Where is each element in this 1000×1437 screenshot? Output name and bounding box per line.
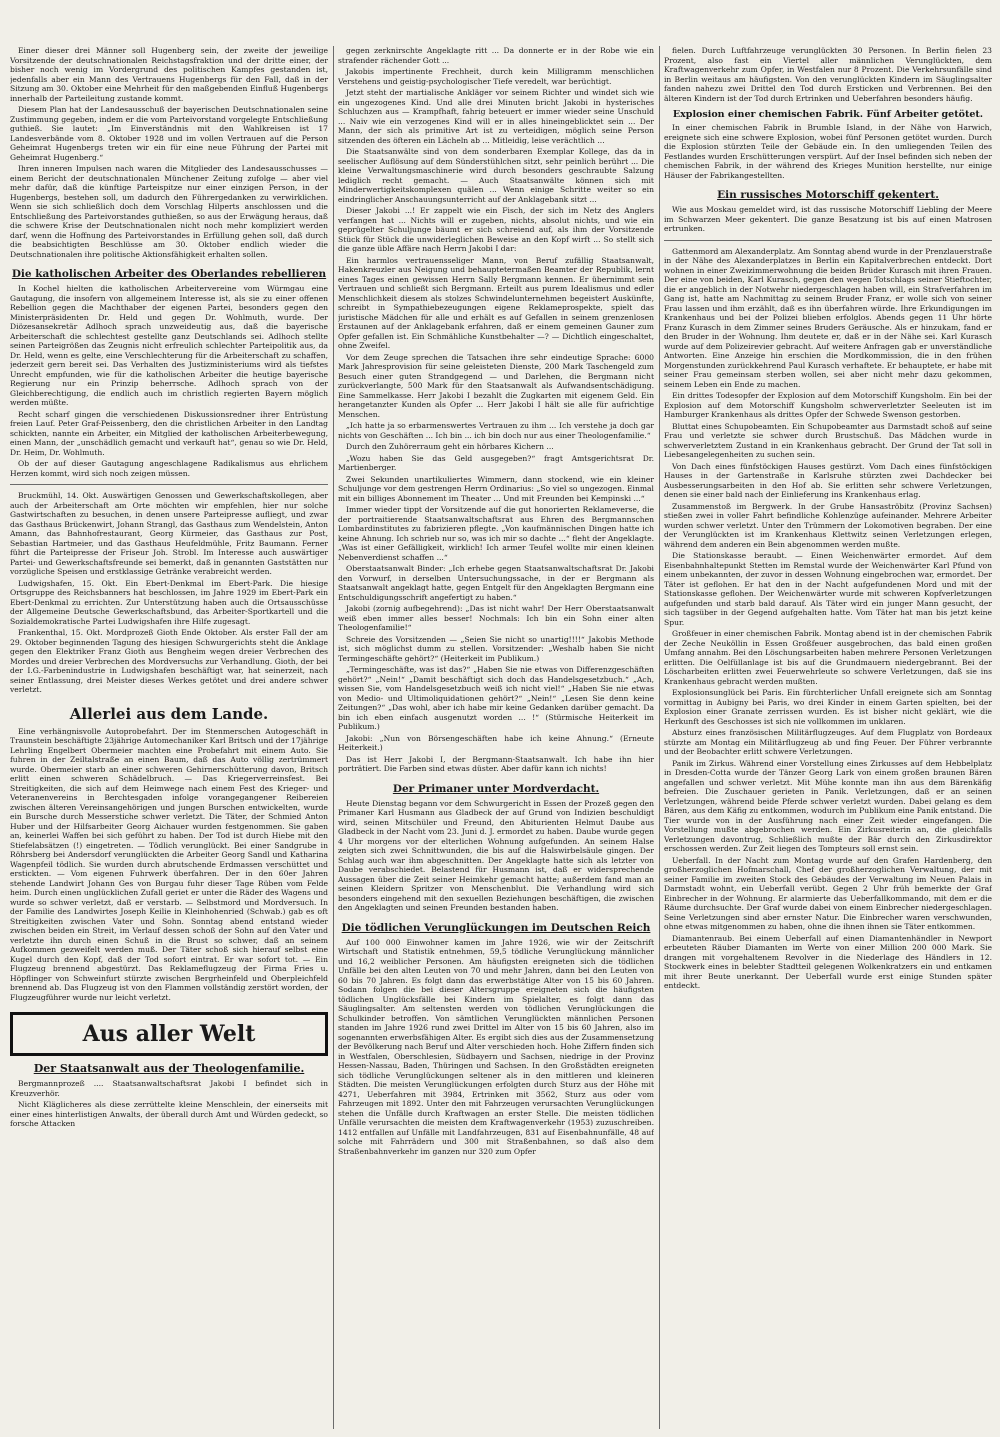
article-paragraph: Vor dem Zeuge sprechen die Tatsachen ihre sehr eindeutige Sprache: 6000 Mark Jahresprovision für seine geleisteten Dienste, 200 Mark Taschengeld zum Besuch einer guten Strandgegend — und Darlehen, die Bergmann nicht zurückverlangte, 500 Mark für den Staatsanwalt als Aufwandsentschädigung. Eine Sammelkasse. Herr Jakobi I bezahlt die Zugkarten mit eigenem Geld. Ein herangetanzter Kunden als Opfer ... Herr Jakobi I hält sie alle für aufrichtige Menschen.: [338, 352, 654, 419]
article-paragraph: Jetzt steht der martialische Ankläger vor seinem Richter und windet sich wie ein ungezogenes Kind. Und alle drei Minuten bricht Jakobi in hysterisches Schluchzen aus — Krampfhaft, fahrig beteuert er immer wieder seine Unschuld ... Naiv wie ein verzogenes Kind will er in alles hineingeblicktet sein ... Der Mann, der sich als primitive Art ist zu verteidigen, möglich seine Person sitzenden des öfteren ein Lächeln ab ... Mitleidig, leise verächtlich ...: [338, 88, 654, 145]
column-rule: [333, 46, 334, 1429]
article-paragraph: Recht scharf gingen die verschiedenen Diskussionsredner ihrer Entrüstung freien Lauf. Peter Graf-Peissenberg, den die christlichen Arbeiter in den Landtag schickten, nannte ein Arbeiter, ein Mitglied der katholischen Arbeiterbewegung, einen Mann, der „unschädlich gemacht und verkauft hat“, genau so wie Dr. Held, Dr. Heim, Dr. Wohlmuth.: [10, 409, 328, 457]
article-paragraph: Frankenthal, 15. Okt. Mordprozeß Gioth Ende Oktober. Als erster Fall der am 29. Oktober beginnenden Tagung des hiesigen Schwurgerichts steht die Anklage gegen den Elektriker Franz Gioth aus Bengheim wegen dreier Verbrechen des Mordes und dreier Verbrechen des Mordversuchs zur Verhandlung. Gioth, der bei der I.G.-Farbenindustrie in Ludwigshafen beschäftigt war, hat seinerzeit, nach seiner Entlassung, drei Meister dieses Werkes getötet und drei andere schwer verletzt.: [10, 628, 328, 694]
article-paragraph: Explosionsunglück bei Paris. Ein fürchterlicher Unfall ereignete sich am Sonntag vormittag in Aubigny bei Paris, wo drei Kinder in einem Garten spielten, bei der Explosion einer Granate zerrissen wurden. Es ist bisher nicht geklärt, wie die Herkunft des Geschosses ist sich nie vollkommen im unklaren.: [664, 688, 992, 726]
headline-motorschiff: Ein russisches Motorschiff gekentert.: [717, 189, 939, 201]
article-paragraph: Ueberfall. In der Nacht zum Montag wurde auf den Grafen Hardenberg, den großherzoglichen Hofmarschall, Chef der großherzoglichen Verwaltung, der mit seiner Familie im zweiten Stock des Gebäudes der Verwaltung im Neuen Palais in Darmstadt wohnt, ein Ueberfall verübt. Gegen 2 Uhr früh bemerkte der Graf Einbrecher in der Wohnung. Er alarmierte das Ueberfallkommando, mit dem er die Räume durchsuchte. Der Graf wurde dabei von einem Einbrecher niedergeschlagen. Seine Verletzungen sind aber ernster Natur. Die Einbrecher waren verschwunden, ohne etwas mitgenommen zu haben, ohne die ihnen ihnen sie Täter entkommen.: [664, 855, 992, 931]
section-box-aus-aller-welt: Aus aller Welt: [10, 1012, 328, 1056]
article-paragraph: Die Stationskasse beraubt. — Einen Weichenwärter ermordet. Auf dem Eisenbahnhaltepunkt Stetten im Remstal wurde der Weichenwärter Karl Pfund von einem unbekannten, der zuvor in dessen Wohnung eingebrochen war, ermordet. Der Täter ist geflohen. Er hat den in der Nacht aufgefundenen Mord und mit der Stationskasse geflohen. Der Weichenwärter wurde mit schweren Kopfverletzungen aufgefunden und starb bald darauf. Als Täter wird ein junger Mann gesucht, der sich tagsüber in der Gegend aufgehalten hatte. Vom Täter hat man bis jetzt keine Spur.: [664, 551, 992, 627]
headline-allerlei: Allerlei aus dem Lande.: [69, 704, 269, 723]
headline-katholische-arbeiter: Die katholischen Arbeiter des Oberlandes rebellieren: [11, 268, 327, 280]
article-paragraph: Oberstaatsanwalt Binder: „Ich erhebe gegen Staatsanwaltschaftsrat Dr. Jakobi den Vorwurf, in derselben Untersuchungssache, in der er Bergmann als Staatsanwalt angeklagt hatte, gegen Entgelt für den Angeklagten Bergmann eine Entschuldigungsschrift angefertigt zu haben.“: [338, 564, 654, 602]
article-paragraph: Panik im Zirkus. Während einer Vorstellung eines Zirkusses auf dem Hebbelplatz in Dresden-Cotta wurde der Tänzer Georg Lark von einem großen braunen Bären angefallen und schwer verletzt. Mit Mühe konnte man ihn aus dem Bärenkäfig befreien. Die Zuschauer gerieten in Panik. Verletzungen, daß er an seinen Verletzungen, während beide Pferde schwer verletzt wurden. Dabei gelang es dem Bären, aus dem Käfig zu entkommen, wodurch im Publikum eine Panik entstand. Die Tier wurde von in der Ausführung nach einer Zeit wieder eingefangen. Die Vorstellung mußte abgebrochen werden. Ein Zirkusreiterin an, die gleichfalls Verletzungen davontrug, Schließlich mußte der Bär durch den Zirkusdirektor erschossen werden. Zur Zeit liegen des Tompteurs soll ernst sein.: [664, 758, 992, 853]
article-paragraph: Ob der auf dieser Gautagung angeschlagene Radikalismus aus ehrlichem Herzen kommt, wird sich noch zeigen müssen.: [10, 459, 328, 478]
divider: [664, 240, 992, 241]
article-paragraph: fielen. Durch Luftfahrzeuge verunglückten 30 Personen. In Berlin fielen 23 Prozent, also fast ein Viertel aller männlichen Verunglückten, dem Kraftwagenverkehr zum Opfer, in Westfalen nur 8 Prozent. Die Verkehrsunfälle sind in Berlin weitaus am häufigsten. Von den verunglückten Kindern im Säuglingsalter fanden nahezu zwei Drittel den Tod durch Ersticken und Verbrennen. Bei den älteren Kindern ist der Tod durch Ertrinken und Ueberfahren besonders häufig.: [664, 46, 992, 103]
article-paragraph: „Wozu haben Sie das Geld ausgegeben?“ fragt Amtsgerichtsrat Dr. Martienberger.: [338, 453, 654, 472]
article-paragraph: Schreie des Vorsitzenden — „Seien Sie nicht so unartig!!!!“ Jakobis Methode ist, sich möglichst dumm zu stellen. Vorsitzender: „Weshalb haben Sie nicht Termingeschäfte gehört?“ (Heiterkeit im Publikum.): [338, 634, 654, 663]
divider: [10, 484, 328, 485]
article-paragraph: gegen zerknirschte Angeklagte ritt ... Da donnerte er in der Robe wie ein strafender rächender Gott ...: [338, 46, 654, 65]
article-paragraph: Zusammenstoß im Bergwerk. In der Grube Hansaströbitz (Provinz Sachsen) stießen zwei in voller Fahrt befindliche Kohlenzüge aufeinander. Mehrere Arbeiter wurden schwer verletzt. Unter den Trümmern der Lokomotiven begraben. Der eine der Verunglückten ist im Krankenhaus Klettwitz seinen Verletzungen erlegen, während dem anderen ein Bein abgenommen werden mußte.: [664, 501, 992, 549]
article-paragraph: Jakobi (zornig aufbegehrend): „Das ist nicht wahr! Der Herr Oberstaatsanwalt weiß eben immer alles besser! Nochmals: Ich bin ein Sohn einer alten Theologenfamilie!“: [338, 604, 654, 632]
column-rule: [659, 46, 660, 1429]
article-paragraph: Ludwigshafen, 15. Okt. Ein Ebert-Denkmal im Ebert-Park. Die hiesige Ortsgruppe des Reichsbanners hat beschlossen, im Jahre 1929 im Ebert-Park ein Ebert-Denkmal zu errichten. Zur Unterstützung haben auch die Ortsausschüsse der Allgemeine Deutsche Gewerkschaftsbund, das Arbeiter-Sportkartell und die Sozialdemokratische Partei Ludwigshafen ihre Hilfe zugesagt.: [10, 578, 328, 626]
column-3: [664, 46, 992, 1429]
column-1: [10, 46, 328, 1429]
article-paragraph: Ein drittes Todesopfer der Explosion auf dem Motorschiff Kungsholm. Ein bei der Explosion auf dem Motorschiff Kungsholm schwerverletzter Seeleuten ist im Hamburger Krankenhaus als drittes Opfer der Schwede Swenson gestorben.: [664, 391, 992, 419]
article-paragraph: Bruckmühl, 14. Okt. Auswärtigen Genossen und Gewerkschaftskollegen, aber auch der Arbeiterschaft am Orte möchten wir empfehlen, hier nur solche Gastwirtschaften zu besuchen, in denen unsere Parteipresse aufliegt, und zwar das Gasthaus Brückenwirt, Johann Strangl, das Gasthaus zum Wendelstein, Anton Amann, das Bahnhofrestaurant, Georg Kürmeier, das Gasthaus zur Post, Sebastian Hartmeier, und das Gasthaus Heufeldmühle, Fritz Baumann. Ferner führt die Parteipresse der Friseur Joh. Strobl. Im Interesse auch auswärtiger Partei- und Gewerkschaftsfreunde sei bemerkt, daß in genannten Gaststätten nur vorzügliche Speisen und erstklassige Getränke verabreicht werden.: [10, 491, 328, 576]
article-paragraph: Diamantenraub. Bei einem Ueberfall auf einen Diamantenhändler in Newport erbeuteten Räuber Diamanten im Werte von einer Million 200 000 Mark. Sie drangen mit vorgehaltenem Revolver in die Niederlage des Händlers in 12. Stockwerk eines in belebter Stadtteil gelegenen Wolkenkratzers ein und entkamen mit ihrer Beute unerkannt. Der Ueberfall wurde erst einige Stunden später entdeckt.: [664, 933, 992, 990]
article-paragraph: Nicht Kläglicheres als diese zerrüttelte kleine Menschlein, der einerseits mit einer eines hinterlistigen Anwalts, der überall durch Amt und Würden gedeckt, so forsche Attacken: [10, 1100, 328, 1128]
headline-explosion: Explosion einer chemischen Fabrik. Fünf Arbeiter getötet.: [672, 109, 984, 120]
article-paragraph: In einer chemischen Fabrik in Brumble Island, in der Nähe von Harwich, ereignete sich eine schwere Explosion, wobei fünf Personen getötet wurden. Durch die Explosion stürzten Teile der Gebäude ein. In den umliegenden Teilen des Festlandes wurden Erschütterungen verspürt. Auf der Insel befinden sich neben der chemischen Fabrik, in der während des Krieges Munition herstellte, nur einige Häuser der Fabrikangestellten.: [664, 123, 992, 180]
article-paragraph: Zwei Sekunden unartikuliertes Wimmern, dann stockend, wie ein kleiner Schuljunge vor dem gestrengen Herrn Ordinarius: „So viel so ungezogen. Einmal mit ein billiges Abonnement im Theater ... Und mit Freunden bei Kempinski ...“: [338, 474, 654, 503]
column-2: [338, 46, 654, 1429]
article-paragraph: Gattenmord am Alexanderplatz. Am Sonntag abend wurde in der Prenzlauerstraße in der Nähe des Alexanderplatzes in Berlin ein Kapitalverbrechen entdeckt. Dort wohnen in einer Zweizimmerwohnung die beiden Brüder Kurasch mit ihren Frauen. Der eine von beiden, Karl Kurasch, gegen den wegen Totschlags seiner Stieftochter, die er angeblich in der Notwehr niedergeschlagen haben will, ein Strafverfahren im Gang ist, hatte am Nachmittag zu seinem Bruder Franz, er wolle sich von seiner Frau lassen und ihm erzählt, daß es ihn überfahren würde. Ihre Erkundigungen im Krankenhaus und bei der Polizei blieben erfolglos. Abends gegen 11 Uhr hörte Franz Kurasch in dem Zimmer seines Bruders Geräusche. Als er hinzukam, fand er den Bruder in der Wohnung. Ihm deutete er, daß er in der Nähe sei. Karl Kurasch wurde auf dem Polizeirevier gebracht. Auf weitere Anfragen gab er unverständliche Antworten. Eine Anzeige hin erschien die Mordkommission, die in den frühen Morgenstunden zurückkehrend Paul Kurasch verhaftete. Er behauptete, er habe mit seiner Frau gemeinsam sterben wollen, sei aber nicht mehr dazu gekommen, seinem Leben ein Ende zu machen.: [664, 246, 992, 389]
article-paragraph: Wie aus Moskau gemeldet wird, ist das russische Motorschiff Liebling der Meere im Schwarzen Meer gekentert. Die ganze Besatzung ist bis auf einen Matrosen ertrunken.: [664, 205, 992, 233]
article-paragraph: Absturz eines französischen Militärflugzeuges. Auf dem Flugplatz von Bordeaux stürzte am Montag ein Militärflugzeug ab und fing Feuer. Der Führer verbrannte und der Beobachter erlitt schwere Verletzungen.: [664, 728, 992, 756]
article-paragraph: Immer wieder tippt der Vorsitzende auf die gut honorierten Reklameverse, die der portraitierende Staatsanwaltschaftsrat aus Ehren des Bergmannschen Lombardinstitutes zu fabrizieren pflegte. „Von kaufmännischen Dingen hatte ich keine Ahnung. Ich schrieb nur so, was ich mir so dachte ...“ fleht der Angeklagte. „Was ist einer Gefälligkeit, wirklich! Ich armer Teufel wollte mir einen kleinen Nebenverdienst schaffen ...“: [338, 505, 654, 562]
article-paragraph: Heute Dienstag begann vor dem Schwurgericht in Essen der Prozeß gegen den Primaner Karl Husmann aus Gladbeck der auf Grund von Indizien beschuldigt wird, seinen Mitschüler und Freund, den Abiturienten Helmut Daube aus Gladbeck in der Nacht vom 23. Juni d. J. ermordet zu haben. Daube wurde gegen 4 Uhr morgens vor der elterlichen Wohnung aufgefunden. An seinem Halse zeigten sich zwei Schnittwunden, die bis auf die Halswirbelsäule gingen. Der Schlag auch war ihm abgeschnitten. Der Angeklagte hatte sich als letzter von Daube verabschiedet. Belastend für Husmann ist, daß er widersprechende Aussagen über die Zeit seiner Heimkehr gemacht hatte; außerdem fand man an seinen Kleidern Spritzer von Menschenblut. Die Verhandlung wird sich besonders eingehend mit den sexuellen Beziehungen beschäftigen, die zwischen den Angeklagten und seinen Freunden bestanden haben.: [338, 798, 654, 912]
article-paragraph: Jakobi: „Nun von Börsengeschäften habe ich keine Ahnung.“ (Erneute Heiterkeit.): [338, 733, 654, 752]
article-paragraph: Großfeuer in einer chemischen Fabrik. Montag abend ist in der chemischen Fabrik der Zeche Neuköllin in Essen Großfeuer ausgebrochen, das bald einen großen Umfang annahm. Bei den Löschungsarbeiten haben mehrere Personen Verletzungen erlitten. Die Oelfüllanlage ist bis auf die Grundmauern niedergebrannt. Bei der Löscharbeiten erlitten zwei Feuerwehrleute so schwere Verletzungen, daß sie ins Krankenhaus gebracht werden mußten.: [664, 629, 992, 686]
article-paragraph: Bluttat eines Schupobeamten. Ein Schupobeamter aus Darmstadt schoß auf seine Frau und verletzte sie schwer durch Brustschuß. Das Mädchen wurde in schwerverletztem Zustand in ein Krankenhaus gebracht. Der Grund der Tat soll in Liebesangelegenheiten zu suchen sein.: [664, 421, 992, 459]
article-paragraph: „Ich hatte ja so erbarmenswertes Vertrauen zu ihm ... Ich verstehe ja doch gar nichts von Geschäften ... Ich bin ... ich bin doch nur aus einer Theologenfamilie.“: [338, 421, 654, 440]
article-paragraph: Diesem Plan hat der Landesausschuß der bayerischen Deutschnationalen seine Zustimmung gegeben, indem er die vom Parteivorstand vorgelegte Entschließung guthieß. Sie lautet: „Im Einverständnis mit den Wahlkreisen ist 17 Landesverbände vom 8. Oktober 1928 und im vollen Vertrauen auf die Person Geheimrat Hugenbergs treten wir ein für eine neue Führung der Partei mit Geheimrat Hugenberg.“: [10, 105, 328, 162]
article-paragraph: In Kochel hielten die katholischen Arbeitervereine vom Würmgau eine Gautagung, die insofern von allgemeinem Interesse ist, als sie zu einer offenen Rebellion gegen die Machthaber der eigenen Partei, besonders gegen den Ministerpräsidenten Dr. Held und gegen Dr. Wohlmuth, wurde. Der Diözesansekretär Adlhoch sprach unzweideutig aus, daß die bayerische Arbeiterschaft die schlechtest gestellte ganz Deutschlands sei. Adlhoch stellte seinen Parteigrößen das Zeugnis nicht erfreulich schlechter Parteipolitik aus, da Dr. Held, wenn es gelte, eine Verschlechterung für die Arbeiterschaft zu schaffen, jederzeit gern bereit sei. Das Verhalten des Justizministeriums wird als tiefstes Unrecht empfunden, wie für die katholischen Arbeiter die heutige bayerische Regierung nur ein Prinzip beherrsche. Adlhoch sprach von der Gleichberechtigung, die endlich auch im christlich regierten Bayern möglich werden müßte.: [10, 284, 328, 407]
article-paragraph: Jakobis impertinente Frechheit, durch kein Milligramm menschlichen Verstehens und geistig-psychologischer Tiefe veredelt, war berüchtigt.: [338, 67, 654, 86]
article-paragraph: Das ist Herr Jakobi I, der Bergmann-Staatsanwalt. Ich habe ihn hier porträtiert. Die Farben sind etwas düster. Aber dafür kann ich nichts!: [338, 754, 654, 773]
headline-staatsanwalt: Der Staatsanwalt aus der Theologenfamilie.: [33, 1062, 305, 1075]
article-paragraph: Ein harmlos vertrauensseliger Mann, von Beruf zufällig Staatsanwalt, Hakenkreuzler aus Neigung und behauptetermaßen Beamter der Republik, lernt eines Tages einen gewissen Herrn Sally Bergmann kennen. Er übernimmt sein Vertrauen und schließt sich Bergmann. Erteilt aus purem Idealismus und edler Menschlichkeit diesem als stolzes Schwindelunternehmen begeistert Auskünfte, schreibt in Sympathiebezeugungen eigene Reklameprospekte, spielt das juristische Mädchen für alle und erhält es auf Gefallen in seinem grenzenlosen Erstaunen auf der Anklagebank erfahren, daß er einem gemeinen Gauner zum Opfer gefallen ist. Ein Schmähliche Kunstbehalter —? — Dichtlich eingeschaltet, ohne Zweifel.: [338, 255, 654, 350]
article-paragraph: Durch den Zuhörerraum geht ein hörbares Kichern ...: [346, 442, 554, 451]
article-paragraph: Eine verhängnisvolle Autoprobefahrt. Der im Stenmerschen Autogeschäft in Traunstein beschäftigte 23jährige Automechaniker Karl Britsch und der 17jährige Lehrling Engelbert Obermeier machten eine Probefahrt mit einem Auto. Sie fuhren in der Zeiltalstraße an einen Baum, daß das Auto völlig zertrümmert wurde. Obermeier starb an einer schweren Gehirnerschütterung davon, Britsch erlitt einen schweren Schädelbruch. — Das Kriegerverreinsfest. Bei Streitigkeiten, die sich auf dem Heimwege nach einem Fest des Krieger- und Veteranenvereins in Berchtesgaden infolge vorangegangener Reibereien zwischen älteren Vereinsangehörigen und jungen Burschen entwickelten, wurde ein Bursche durch Messerstiche schwer verletzt. Die Täter, der Schmied Anton Huber und der Hilfsarbeiter Georg Aichauer wurden festgenommen. Sie gaben an, keinerlei Waffen bei sich geführt zu haben. Der Tod ist durch Hiebe mit den Stiefelabsätzen (!) eingetreten. — Tödlich verunglückt. Bei einer Sandgrube in Röhrsberg bei Andersdorf verunglückten die Arbeiter Georg Sandl und Katharina Wagenpfeil tödlich. Sie wurden durch abrutschende Erdmassen verschüttet und erstickten. — Vom eigenen Fuhrwerk überfahren. Der in den 60er Jahren stehende Landwirt Johann Ges von Burgau fuhr dieser Tage Rüben vom Felde heim. Durch einen unglücklichen Zufall geriet er unter die Räder des Wagens und wurde so schwer verletzt, daß er verstarb. — Selbstmord und Mordversuch. In der Familie des Landwirtes Joseph Keilie in Kleinhohenried (Schwab.) gab es oft Streitigkeiten zwischen Vater und Sohn. Sonntag abend entstand wieder zwischen beiden ein Streit, im Verlauf dessen schoß der Sohn auf den Vater und verletzte ihn durch einen Schuß in die Brust so schwer, daß an seinem Aufkommen gezweifelt werden muß. Der Täter schoß sich hierauf selbst eine Kugel durch den Kopf, daß der Tod sofort eintrat. Er war sofort tot. — Ein Flugzeug brennend abgestürzt. Das Reklameflugzeug der Firma Fries u. Höpflinger von Schweinfurt stürzte zwischen Bergrheinfeld und Oberpleichfeld brennend ab. Das Flugzeug ist von den Flammen vollständig zerstört worden, der Flugzeugführer wurde nur leicht verletzt.: [10, 726, 328, 1002]
article-paragraph: „Termingeschäfte, was ist das?“ „Haben Sie nie etwas von Differenzgeschäften gehört?“ „Nein!“ „Damit beschäftigt sich doch das Handelsgesetzbuch.“ „Ach, wissen Sie, vom Handelsgesetzbuch weiß ich nicht viel!“ „Haben Sie nie etwas von Medio- und Ultimoliquidationen gehört?“ „Nein!“ „Lesen Sie denn keine Zeitungen?“ „Das wohl, aber ich habe mir keine Gedanken darüber gemacht. Da bin ich eben einfach ausgenutzt worden ... !“ (Stürmische Heiterkeit im Publikum.): [338, 665, 654, 731]
article-paragraph: Auf 100 000 Einwohner kamen im Jahre 1926, wie wir der Zeitschrift Wirtschaft und Statistik entnehmen, 59,5 tödliche Verunglückung männlicher und 16,2 weiblicher Personen. Am häufigsten ereigneten sich die tödlichen Unfälle bei den alten Leuten von 70 und mehr Jahren, dann bei den Leuten von 60 bis 70 Jahren. Es folgt dann das erwerbstätige Alter von 15 bis 60 Jahren. Sodann folgen die bei dieser Altersgruppe ereigneten sich die häufigsten tödlichen Unglücksfälle bei Kindern im Spielalter, es folgt dann das Säuglingsalter. Am seltensten werden von tödlichen Verunglückungen die Schulkinder betroffen. Von sämtlichen Verunglückten männlichen Personen standen im Jahre 1926 rund zwei Drittel im Alter von 15 bis 60 Jahren, also im sogenannten erwerbsfähigen Alter. Es ergibt sich dies aus der Zusammensetzung der Bevölkerung nach Beruf und Alter verschieden hoch. Hohe Ziffern finden sich in Westfalen, Oberschlesien, Südbayern und Sachsen, niedrige in der Provinz Hessen-Nassau, Baden, Thüringen und Sachsen. In den Großstädten ereigneten sich tödliche Verunglückungen seltener als in den mittleren und kleineren Städten. Die meisten Verunglückungen erfolgten durch Sturz aus der Höhe mit 4271, Ueberfahren mit 3984, Ertrinken mit 3562, Sturz aus oder vom Fahrzeugen mit 1892. Unter den mit Fahrzeugen verursachten Verunglückungen stehen die Unfälle durch Kraftwagen an erster Stelle. Die meisten tödlichen Unfälle verursachten die meisten dem Kraftwagenverkehr (1953) zuzuschreiben. 1412 entfallen auf Unfälle mit Landfahrzeugen, 831 auf Eisenbahnunfälle, 48 auf solche mit Fahrrädern und 300 mit Straßenbahnen, so daß also dem Straßenbahnverkehr im ganzen nur 320 zum Opfer: [338, 937, 654, 1156]
article-paragraph: Dieser Jakobi ...! Er zappelt wie ein Fisch, der sich im Netz des Anglers verfangen hat ... Nichts will er zugeben, nichts, absolut nichts, und wie ein geprügelter Schuljunge bäumt er sich schreiend auf, als ihm der Vorsitzende Stück für Stück die unwiderleglichen Beweise an den Kopf wirft ... So stellt sich die ganze üble Affäre nach Herrn Jakobi I dar:: [338, 206, 654, 253]
article-paragraph: Bergmannprozeß .... Staatsanwaltschaftsrat Jakobi I befindet sich in Kreuzverhör.: [10, 1079, 328, 1098]
article-paragraph: Von Dach eines fünfstöckigen Hauses gestürzt. Vom Dach eines fünfstöckigen Hauses in der Gartenstraße in Karlsruhe stürzten zwei Dachdecker bei Ausbesserungsarbeiten in den Hof ab. Sie erlitten sehr schwere Verletzungen, denen sie einer bald nach der Einlieferung ins Krankenhaus erlag.: [664, 461, 992, 499]
article-paragraph: Einer dieser drei Männer soll Hugenberg sein, der zweite der jeweilige Vorsitzende der deutschnationalen Reichstagsfraktion und der dritte einer, der bisher noch wenig im Vordergrund des politischen Kampfes gestanden ist, jedenfalls aber ein Mann des Vertrauens Hugenbergs für den Fall, daß in der Sitzung am 30. Oktober eine Mehrheit für den maßgebenden Einfluß Hugenbergs innerhalb der Parteileitung zustande kommt.: [10, 46, 328, 103]
article-paragraph: Ihren inneren Impulsen nach waren die Mitglieder des Landesausschusses — einem Bericht der deutschnationalen Münchener Zeitung zufolge — aber viel mehr dafür, daß die künftige Parteispitze nur einer einzigen Person, in der Hugenbergs, bestehen soll, um dadurch den Führergedanken zu verwirklichen. Wenn sie sich schließlich doch dem Vorschlag Hilperts anschlossen und die Entschließung des Parteivorstandes guthießen, so aus der Erwägung heraus, daß die schwere Krise der Deutschnationalen nicht noch mehr kompliziert werden darf, wenn die Hoffnung des Parteivorstandes in Erfüllung gehen soll, daß durch die beabsichtigten Beschlüsse am 30. Oktober endlich wieder die Deutschnationalen ihre politische Aktionsfähigkeit erhalten sollen.: [10, 164, 328, 259]
headline-primaner: Der Primaner unter Mordverdacht.: [392, 782, 600, 795]
headline-verunglueckungen: Die tödlichen Verunglückungen im Deutschen Reich: [341, 921, 651, 934]
article-paragraph: Die Staatsanwälte sind von dem sonderbaren Exemplar Kollege, das da in seelischer Auflösung auf dem Sünderstühlchen sitzt, sehr peinlich berührt ... Die kleine Verwaltungsmaschinerie wird durch besonders geschraubte Salzung lediglich recht gemacht. — Auch Staatsanwälte können sich mit Minderwertigkeitskomplexen quälen ... Wenn einige Schritte weiter so ein eindringlicher Anschauungsunterricht auf der Anklagebank sitzt ...: [338, 147, 654, 204]
